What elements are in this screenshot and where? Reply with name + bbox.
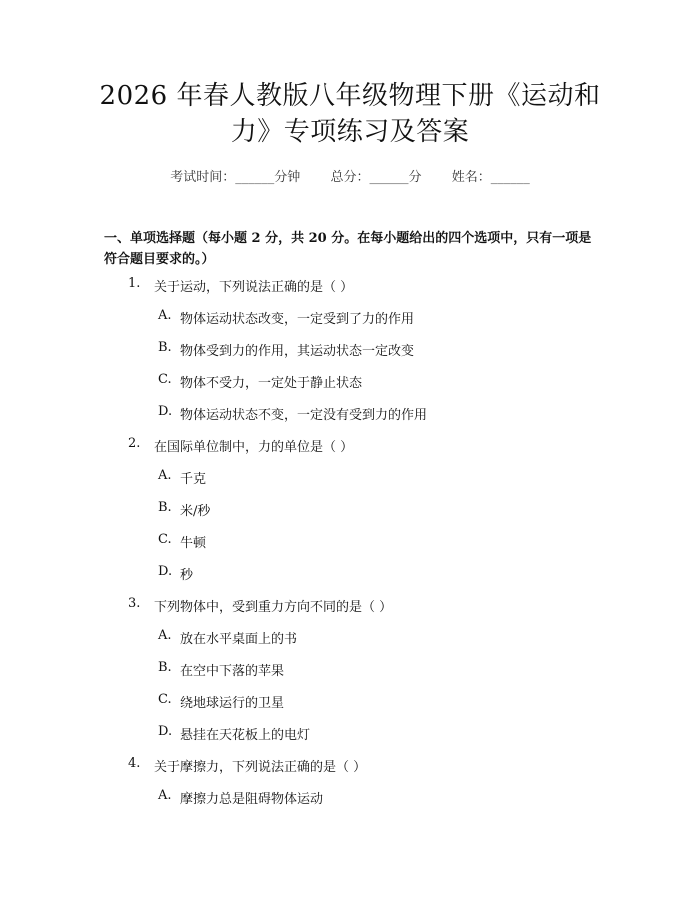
exam-time: 考试时间：______分钟 xyxy=(170,170,301,185)
question-text: 关于摩擦力，下列说法正确的是（ ） xyxy=(154,760,367,775)
option-text: 秒 xyxy=(180,568,194,583)
option-item xyxy=(0,404,700,436)
option-item xyxy=(0,564,700,596)
option-item xyxy=(0,308,700,340)
option-letter: A. xyxy=(158,308,172,323)
section-heading: 一、单项选择题（每小题 2 分，共 20 分。在每小题给出的四个选项中，只有一项是符合题目要求的。） xyxy=(104,231,592,267)
question-text: 在国际单位制中，力的单位是（ ） xyxy=(154,440,354,455)
option-text: 物体受到力的作用，其运动状态一定改变 xyxy=(180,344,415,359)
title-line-1: 2026 年春人教版八年级物理下册《运动和 xyxy=(99,81,601,111)
question-text: 下列物体中，受到重力方向不同的是（ ） xyxy=(154,600,393,615)
title-line-2: 力》专项练习及答案 xyxy=(230,117,470,147)
option-letter: D. xyxy=(158,404,173,419)
option-letter: A. xyxy=(158,468,172,483)
question-number: 3. xyxy=(128,596,141,611)
question-item xyxy=(0,276,700,436)
exam-score: 总分：______分 xyxy=(330,170,422,185)
option-item xyxy=(0,724,700,756)
option-text: 物体运动状态改变，一定受到了力的作用 xyxy=(180,312,415,327)
option-item xyxy=(0,660,700,692)
question-number: 4. xyxy=(128,756,141,771)
option-letter: A. xyxy=(158,788,172,803)
question-item xyxy=(0,596,700,756)
option-letter: D. xyxy=(158,724,173,739)
option-letter: B. xyxy=(158,660,172,675)
option-item xyxy=(0,532,700,564)
option-text: 在空中下落的苹果 xyxy=(180,664,285,679)
exam-name: 姓名：______ xyxy=(451,170,530,185)
option-letter: B. xyxy=(158,500,172,515)
document-title xyxy=(0,78,700,150)
question-list xyxy=(0,276,700,820)
option-item xyxy=(0,468,700,500)
option-text: 绕地球运行的卫星 xyxy=(180,696,285,711)
option-text: 千克 xyxy=(180,472,207,487)
option-letter: D. xyxy=(158,564,173,579)
exam-meta xyxy=(0,166,700,185)
option-letter: C. xyxy=(158,372,172,387)
option-text: 悬挂在天花板上的电灯 xyxy=(180,728,311,743)
option-letter: B. xyxy=(158,340,172,355)
option-item xyxy=(0,500,700,532)
question-text: 关于运动，下列说法正确的是（ ） xyxy=(154,280,354,295)
option-text: 物体不受力，一定处于静止状态 xyxy=(180,376,363,391)
question-number: 1. xyxy=(128,276,141,291)
option-text: 牛顿 xyxy=(180,536,207,551)
option-text: 放在水平桌面上的书 xyxy=(180,632,298,647)
question-item xyxy=(0,436,700,596)
option-item xyxy=(0,372,700,404)
question-number: 2. xyxy=(128,436,141,451)
option-text: 米/秒 xyxy=(180,504,211,519)
option-item xyxy=(0,628,700,660)
option-item xyxy=(0,340,700,372)
option-text: 摩擦力总是阻碍物体运动 xyxy=(180,792,324,807)
option-text: 物体运动状态不变，一定没有受到力的作用 xyxy=(180,408,428,423)
option-item xyxy=(0,788,700,820)
question-item xyxy=(0,756,700,820)
option-letter: C. xyxy=(158,532,172,547)
option-letter: A. xyxy=(158,628,172,643)
option-item xyxy=(0,692,700,724)
option-letter: C. xyxy=(158,692,172,707)
